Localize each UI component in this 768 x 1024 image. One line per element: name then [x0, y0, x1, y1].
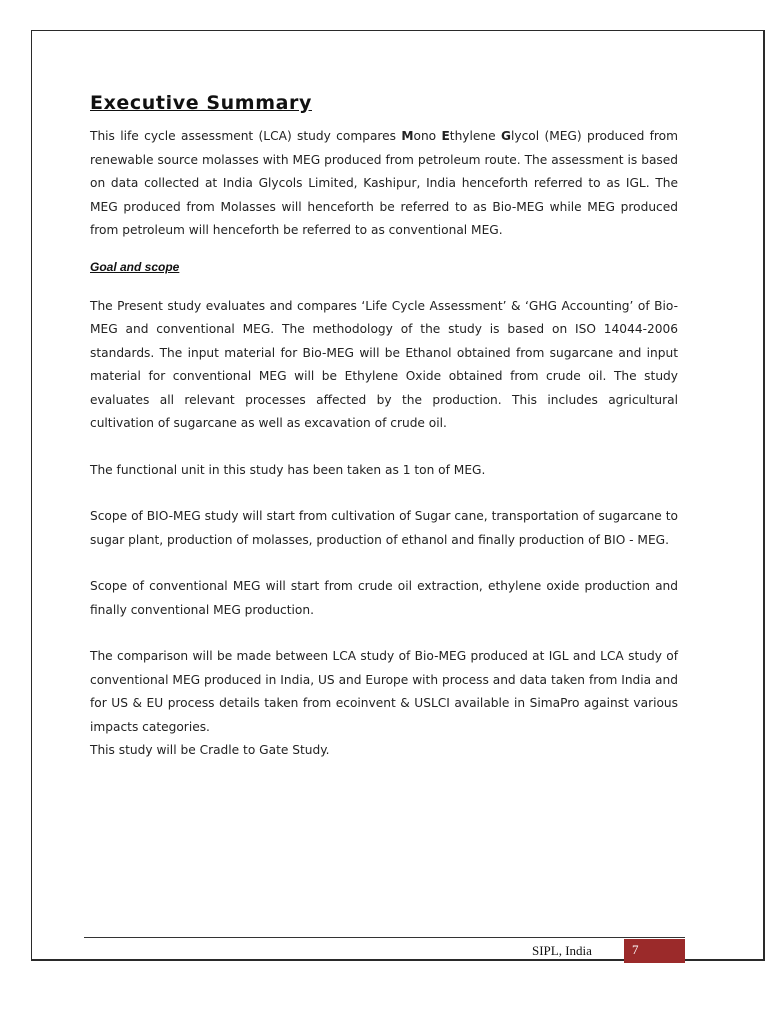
intro-text-4: lycol (MEG) produced from renewable source molasses with MEG produced from petroleum route. The assessment is based on data collected at India Glycols Limited, Kashipur, India henceforth referred to as IGL. The MEG produced from Molasses will henceforth be referred to as Bio-MEG while MEG produced from petroleum will henceforth be referred to as conventional MEG.	[90, 129, 679, 237]
functional-unit-paragraph: The functional unit in this study has been taken as 1 ton of MEG.	[90, 462, 486, 477]
goal-scope-heading: Goal and scope	[90, 259, 180, 274]
scope-conventional-paragraph: Scope of conventional MEG will start from crude oil extraction, ethylene oxide production and finally conventional MEG production.	[90, 579, 678, 617]
intro-text-3: thylene	[449, 129, 501, 143]
comparison-paragraph: The comparison will be made between LCA study of Bio-MEG produced at IGL and LCA study of conventional MEG produced in India, US and Europe with process and data taken from India and for US & EU process details taken from ecoinvent & USLCI available in SimaPro against various impacts categories.	[90, 649, 678, 734]
footer-org: SIPL, India	[532, 943, 592, 958]
intro-bold-m: M	[401, 129, 414, 143]
cradle-paragraph: This study will be Cradle to Gate Study.	[90, 743, 330, 757]
scope-bio-paragraph: Scope of BIO-MEG study will start from cultivation of Sugar cane, transportation of sugarcane to sugar plant, production of molasses, production of ethanol and finally production of BIO - MEG.	[90, 509, 678, 547]
page-title: Executive Summary	[90, 92, 312, 114]
page-number-badge: 7	[624, 939, 685, 963]
page-content	[90, 91, 678, 763]
intro-text-2: ono	[413, 129, 442, 143]
intro-text-1: This life cycle assessment (LCA) study compares	[90, 129, 402, 143]
footer-divider	[84, 937, 685, 938]
present-study-paragraph: The Present study evaluates and compares ‘Life Cycle Assessment’ & ‘GHG Accounting’ of Bio-MEG and conventional MEG. The methodology of the study is based on ISO 14044-2006 standards. The input material for Bio-MEG will be Ethanol obtained from sugarcane and input material for conventional MEG will be Ethylene Oxide obtained from crude oil. The study evaluates all relevant processes affected by the production. This includes agricultural cultivation of sugarcane as well as excavation of crude oil.	[90, 298, 678, 430]
intro-bold-g: G	[500, 129, 511, 143]
intro-paragraph	[90, 125, 678, 243]
document-page	[31, 30, 765, 961]
intro-bold-e: E	[441, 129, 450, 143]
